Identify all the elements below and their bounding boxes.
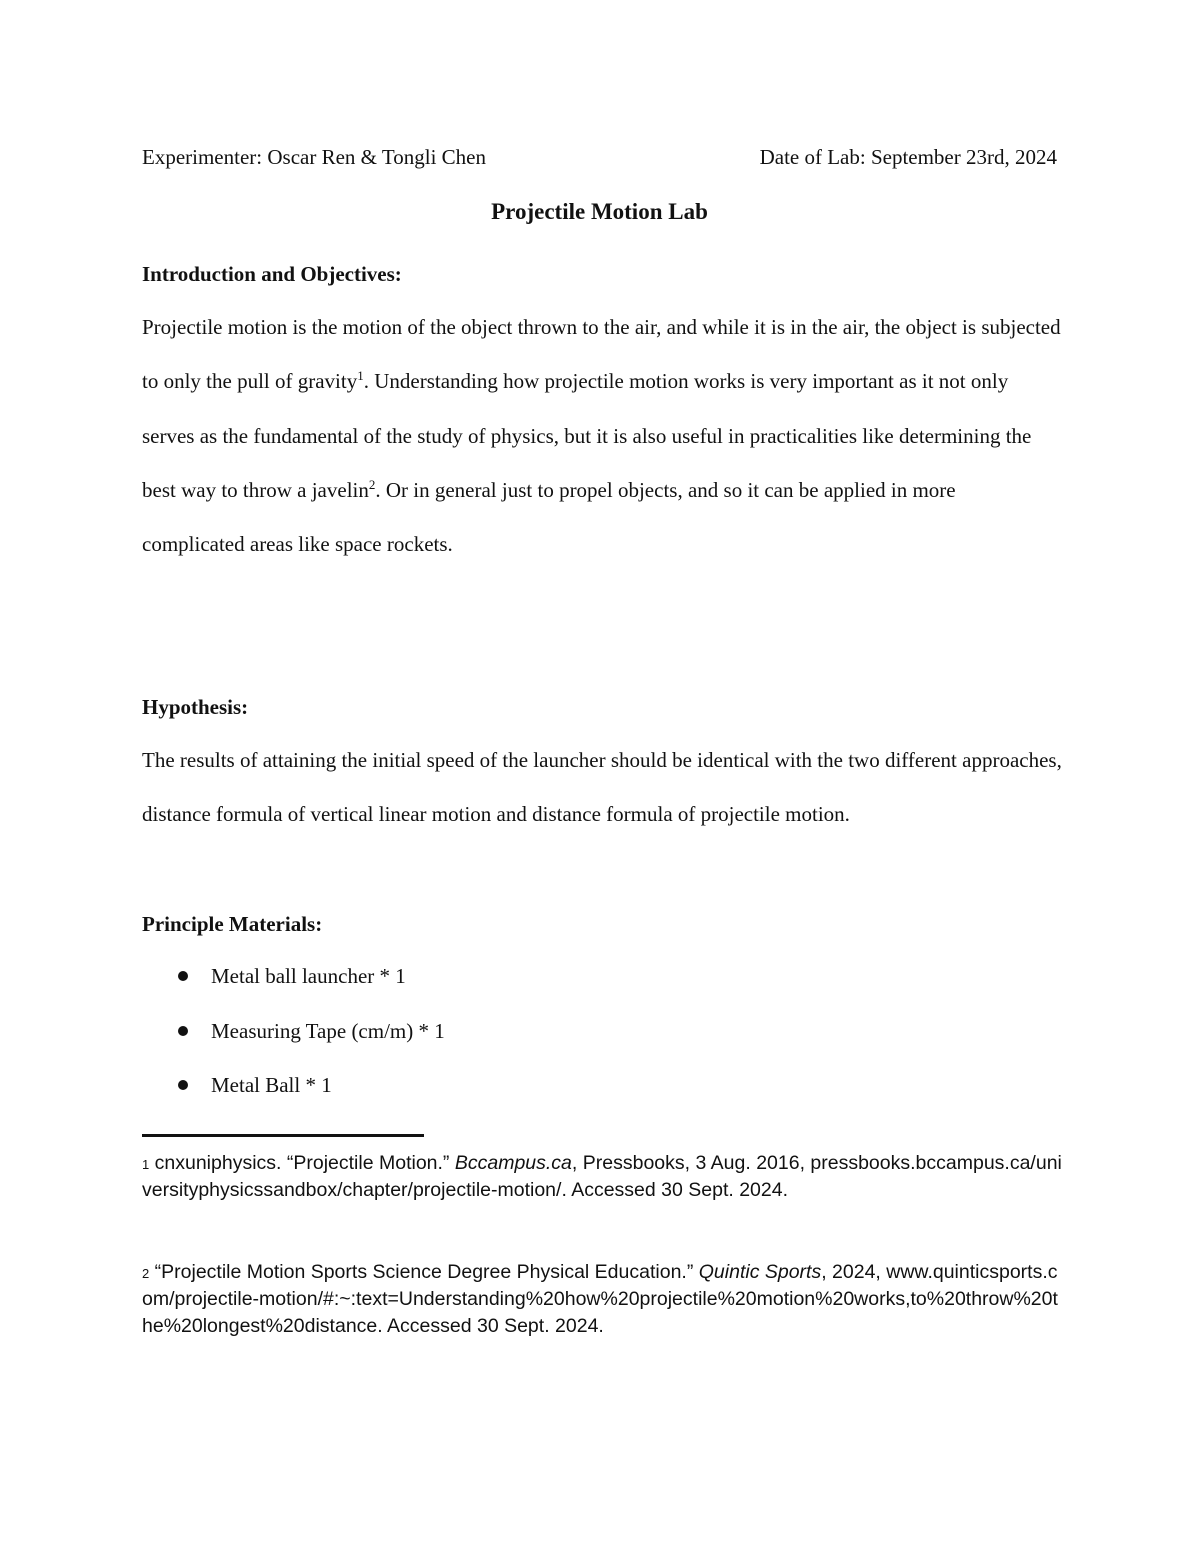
footnote-ref-2[interactable]: 2 [368, 476, 376, 492]
material-item-label: Metal Ball * 1 [211, 1073, 332, 1097]
list-item [142, 961, 1042, 1016]
footnote-separator [142, 1134, 424, 1137]
footnote-source-title: Quintic Sports [698, 1261, 822, 1283]
experimenter-text: Experimenter: Oscar Ren & Tongli Chen [142, 145, 486, 169]
list-item [142, 1016, 1042, 1071]
intro-paragraph [142, 300, 1062, 571]
footnote-mark: 1 [142, 1157, 150, 1172]
hypothesis-heading: Hypothesis: [142, 695, 249, 719]
footnote-text: , Pressbooks, 3 Aug. 2016, pressbooks.bccampus.ca/universityphysicssandbox/chapter/projectile-motion/. Accessed 30 Sept. 2024. [142, 1152, 1062, 1201]
footnote-mark: 2 [142, 1266, 150, 1281]
footnote-text: “Projectile Motion Sports Science Degree Physical Education.” [149, 1261, 699, 1283]
footnote-ref-1[interactable]: 1 [357, 368, 364, 384]
materials-list [142, 961, 1042, 1125]
bullet-icon [178, 1026, 188, 1036]
bullet-icon [178, 1080, 188, 1090]
footnote-text: , 2024, www.quinticsports.com/projectile-motion/#:~:text=Understanding%20how%20projectile%20motion%20works,to%20throw%20the%20longest%20distance. Accessed 30 Sept. 2024. [142, 1261, 1058, 1337]
intro-heading: Introduction and Objectives: [142, 262, 402, 286]
footnote-text: cnxuniphysics. “Projectile Motion.” [149, 1152, 455, 1174]
footnote-source-title: Bccampus.ca [454, 1152, 572, 1174]
material-item-label: Metal ball launcher * 1 [211, 964, 406, 988]
materials-heading: Principle Materials: [142, 912, 323, 936]
material-item-label: Measuring Tape (cm/m) * 1 [211, 1018, 445, 1043]
hypothesis-paragraph: The results of attaining the initial speed of the launcher should be identical with the two different approaches, distance formula of vertical linear motion and distance formula of projectile motion. [142, 748, 1062, 827]
bullet-icon [178, 971, 188, 981]
intro-text-2: . Understanding how projectile motion works is very important as it not only serves as the fundamental of the study of physics, but it is also useful in practicalities like determining the best way to throw a javelin [142, 369, 1032, 502]
document-title: Projectile Motion Lab [491, 199, 708, 224]
list-item [142, 1070, 1042, 1125]
footnote-2 [142, 1259, 1062, 1340]
intro-text-1: Projectile motion is the motion of the object thrown to the air, and while it is in the air, the object is subjected to only the pull of gravity [142, 315, 1061, 394]
footnote-1 [142, 1150, 1062, 1204]
lab-date-text: Date of Lab: September 23rd, 2024 [759, 145, 1057, 169]
intro-text-3: . Or in general just to propel objects, and so it can be applied in more complicated areas like space rockets. [142, 477, 956, 557]
